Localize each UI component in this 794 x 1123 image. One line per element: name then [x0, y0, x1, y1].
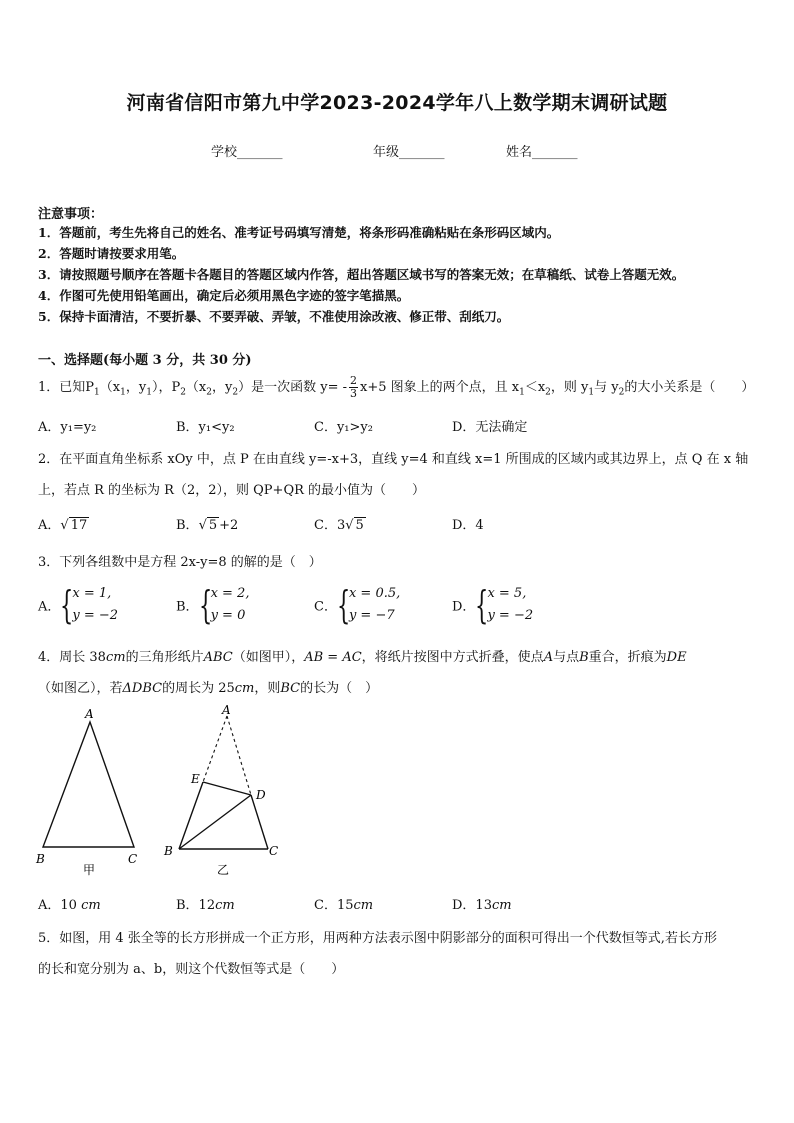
q3-option-d: D． { x = 5, y = −2: [452, 583, 534, 627]
segment-dc: [251, 795, 268, 849]
section-heading: 一、选择题(每小题 3 分，共 30 分): [38, 353, 252, 368]
q1-option-c: C．y₁>y₂: [314, 420, 373, 435]
triangle-abc: [43, 722, 134, 847]
label-c: C: [269, 844, 279, 858]
question-2-line2: 上，若点 R 的坐标为 R（2，2），则 QP+QR 的最小值为（ ）: [38, 483, 426, 498]
q1-option-a: A．y₁=y₂: [38, 420, 97, 435]
q1-option-d: D．无法确定: [452, 420, 528, 435]
figure-yi: [160, 700, 290, 880]
school-field: 学校_______: [211, 145, 283, 160]
q4-option-d: D．13cm: [452, 898, 512, 913]
q4-option-c: C．15cm: [314, 898, 374, 913]
q4-option-a: A．10 cm: [38, 898, 101, 913]
note-item: 2．答题时请按要求用笔。: [38, 246, 185, 261]
name-field: 姓名_______: [506, 145, 578, 160]
question-5-line2: 的长和宽分别为 a、b，则这个代数恒等式是（ ）: [38, 962, 345, 977]
note-item: 4．作图可先使用铅笔画出，确定后必须用黑色字迹的签字笔描黑。: [38, 288, 410, 303]
notes-heading: 注意事项：: [38, 207, 104, 222]
figure-jia: [30, 700, 150, 880]
q3-option-c: C． { x = 0.5, y = −7: [314, 583, 401, 627]
crease-de: [203, 782, 251, 795]
figure-caption: 乙: [217, 863, 230, 877]
question-2-line1: 2．在平面直角坐标系 xOy 中，点 P 在由直线 y=-x+3，直线 y=4 和直线 x=1 所围成的区域内或其边界上，点 Q 在 x 轴: [38, 452, 749, 467]
label-e: E: [191, 772, 200, 786]
dashed-ad: [227, 716, 251, 795]
dashed-ae: [203, 716, 227, 782]
question-4-line2: （如图乙），若ΔDBC的周长为 25cm，则BC的长为（ ）: [38, 681, 379, 696]
grade-field: 年级_______: [373, 145, 445, 160]
q2-option-b: B．√ 5 +2: [176, 518, 239, 533]
q3-option-a: A． { x = 1, y = −2: [38, 583, 119, 627]
question-3-stem: 3．下列各组数中是方程 2x-y=8 的解的是（ ）: [38, 555, 322, 570]
label-a: A: [222, 703, 231, 717]
note-item: 5．保持卡面清洁，不要折暴、不要弄破、弄皱，不准使用涂改液、修正带、刮纸刀。: [38, 309, 510, 324]
question-5-line1: 5．如图，用 4 张全等的长方形拼成一个正方形，用两种方法表示图中阴影部分的面积可得出一个代数恒等式,若长方形: [38, 931, 717, 946]
exam-title: 河南省信阳市第九中学2023-2024学年八上数学期末调研试题: [126, 92, 668, 114]
question-1-stem: 1．已知$P_1(x_1$，$y_1$），$P_2(x_2$，$y_2$）是一次函数 y= - $\frac{2}{3}$ x+5 图象上的两个点，且 $x_1<x_2$，则 $y_1$与 $y_2$的大小关系是（ ）: [38, 374, 755, 400]
note-item: 3．请按照题号顺序在答题卡各题目的答题区域内作答，超出答题区域书写的答案无效；在草稿纸、试卷上答题无效。: [38, 267, 685, 282]
q2-option-c: C．3√ 5: [314, 518, 364, 533]
note-item: 1．答题前，考生先将自己的姓名、准考证号码填写清楚，将条形码准确粘贴在条形码区域内。: [38, 225, 560, 240]
label-c: C: [128, 852, 138, 866]
fraction: $\frac{2}{3}$: [350, 374, 357, 400]
q1-option-b: B．y₁<y₂: [176, 420, 235, 435]
label-b: B: [36, 852, 45, 866]
segment-bd: [179, 795, 251, 849]
segment-eb: [179, 782, 203, 849]
question-4-line1: 4．周长 38cm的三角形纸片ABC（如图甲），AB = AC，将纸片按图中方式折叠，使点A与点B重合，折痕为DE: [38, 650, 687, 665]
label-b: B: [164, 844, 173, 858]
q4-option-b: B．12cm: [176, 898, 235, 913]
q3-option-b: B． { x = 2, y = 0: [176, 583, 250, 627]
q2-option-a: A．√ 17: [38, 518, 88, 533]
label-a: A: [85, 707, 94, 721]
q2-option-d: D．4: [452, 518, 484, 533]
figure-caption: 甲: [83, 863, 96, 877]
label-d: D: [256, 788, 266, 802]
